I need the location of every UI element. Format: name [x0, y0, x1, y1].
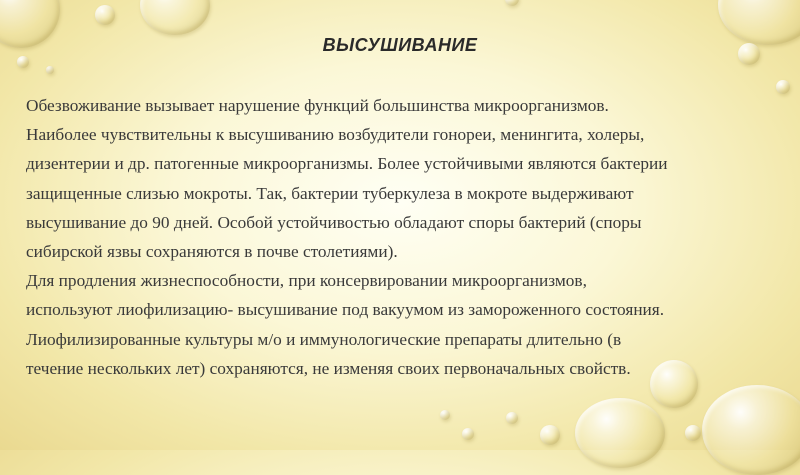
- water-drop-decoration: [702, 385, 800, 475]
- body-line: дизентерии и др. патогенные микроорганизмы. Более устойчивыми являются бактерии: [26, 154, 668, 174]
- water-drop-decoration: [17, 56, 29, 68]
- body-line: сибирской язвы сохраняются в почве столетиями).: [26, 242, 398, 262]
- water-drop-decoration: [95, 5, 115, 25]
- water-drop-decoration: [540, 425, 560, 445]
- body-line: высушивание до 90 дней. Особой устойчивостью обладают споры бактерий (споры: [26, 212, 642, 232]
- water-drop-decoration: [140, 0, 210, 35]
- body-line: Обезвоживание вызывает нарушение функций большинства микроорганизмов.: [26, 96, 609, 115]
- water-drop-decoration: [575, 398, 665, 468]
- body-line: Наиболее чувствительны к высушиванию возбудители гонореи, менингита, холеры,: [26, 125, 645, 145]
- slide-body: [26, 91, 786, 383]
- body-line: течение нескольких лет) сохраняются, не изменяя своих первоначальных свойств.: [26, 358, 631, 378]
- slide-title: ВЫСУШИВАНИЕ: [322, 35, 478, 55]
- water-drop-decoration: [506, 412, 518, 424]
- body-line: защищенные слизью мокроты. Так, бактерии туберкулеза в мокроте выдерживают: [26, 183, 634, 203]
- water-drop-decoration: [46, 66, 54, 74]
- water-drop-decoration: [440, 410, 450, 420]
- body-line: Лиофилизированные культуры м/о и иммунологические препараты длительно (в: [26, 329, 622, 349]
- body-line: Для продления жизнеспособности, при консервировании микроорганизмов,: [26, 271, 587, 291]
- water-drop-decoration: [505, 0, 519, 6]
- water-drop-decoration: [462, 428, 474, 440]
- water-drop-decoration: [685, 425, 701, 441]
- body-line: используют лиофилизацию- высушивание под вакуумом из замороженного состояния.: [26, 300, 665, 320]
